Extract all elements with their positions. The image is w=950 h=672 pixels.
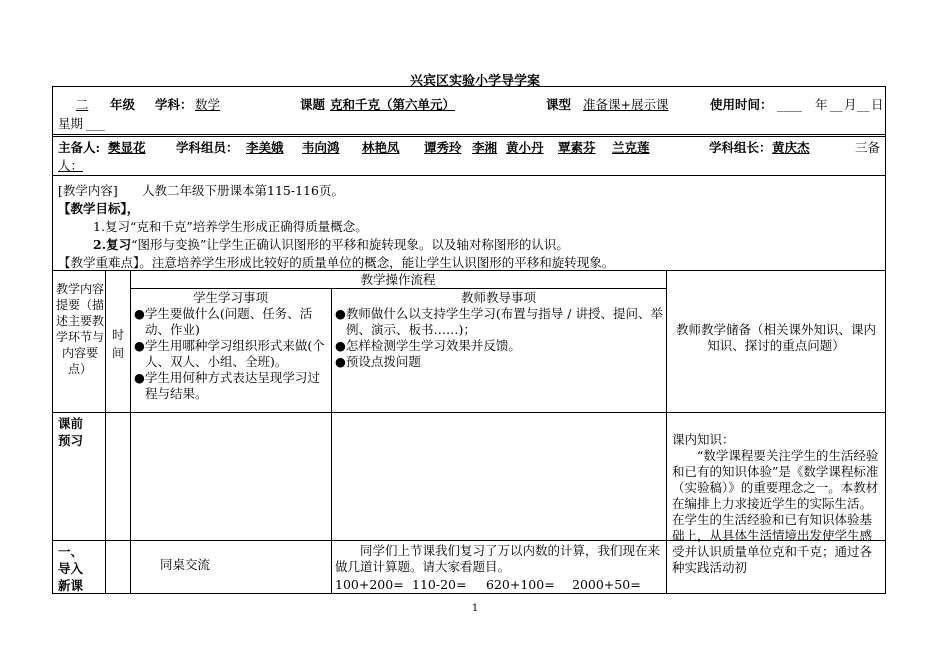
list-item: ●怎样检测学生学习效果并反馈。 (335, 338, 521, 353)
time-header: 时间 (111, 328, 124, 360)
calc-item: 2000+50= (572, 577, 641, 592)
member-name: 林艳凤 (362, 140, 400, 155)
member-name: 李湘 (472, 140, 498, 155)
type-value: 准备课+展示课 (583, 97, 669, 112)
divider (52, 270, 886, 271)
list-item: ●学生要做什么(问题、任务、活动、作业) (134, 306, 313, 337)
third-prep-label: 三备 (855, 140, 881, 155)
list-item: ●预设点拨问题 (335, 354, 421, 369)
content-label: [教学内容] (58, 183, 118, 198)
member-name: 谭秀玲 (424, 140, 462, 155)
goal-1: 1.复习“克和千克”培养学生形成正确得质量概念。 (93, 219, 368, 234)
content-summary-header: 教学内容提要（描述主要教学环节与内容要点） (56, 282, 105, 376)
page-number: 1 (471, 603, 479, 614)
intro-label: 一、 导入新课 (58, 544, 84, 593)
third-prep-label-cont: 人： (58, 158, 84, 173)
col-divider (666, 270, 667, 594)
key-points: 【教学重难点】。注意培养学生形成比较好的质量单位的概念，能让学生认识图形的平移和旋转现象。 (58, 255, 615, 270)
goals-label: 【教学目标】， (58, 201, 140, 216)
list-item: ●学生用哪种学习组织形式来做(个人、双人、小组、全班)。 (134, 338, 325, 369)
leader-label: 学科组长： (709, 140, 772, 155)
grade-value: 二 (75, 97, 89, 112)
col-divider (130, 270, 131, 594)
document-title: 兴宾区实验小学导学案 (409, 74, 540, 89)
calc-item: 620+100= (486, 577, 555, 592)
year-label: 年 (815, 97, 828, 112)
calc-item: 100+200= (335, 577, 404, 592)
list-item: ●学生用何种方式表达呈现学习过程与结果。 (134, 370, 320, 401)
leader-value: 黄庆杰 (772, 140, 810, 155)
member-name: 黄小丹 (506, 140, 544, 155)
intro-student-activity: 同桌交流 (160, 557, 211, 572)
topic-label: 课题 (300, 97, 326, 112)
header-divider (52, 134, 886, 137)
topic-value: 克和千克（第六单元） (330, 97, 456, 112)
intro-teacher-text: 同学们上节课我们复习了万以内数的计算，我们现在来做几道计算题。请大家看题目。 (335, 543, 661, 574)
grade-label: 年级 (110, 97, 136, 112)
preparer-label: 主备人: (58, 140, 101, 155)
reserve-note-title: 课内知识： (672, 432, 735, 447)
month-label: 月 (844, 97, 857, 112)
content-text: 人教二年级下册课本第115-116页。 (142, 183, 344, 198)
subject-value: 数学 (195, 97, 221, 112)
weekday-label: 星期 (58, 116, 84, 131)
goal-2: 2.复习“图形与变换”让学生正确认识图形的平移和旋转现象。以及轴对称图形的认识。 (93, 237, 569, 252)
subject-label: 学科： (155, 97, 193, 112)
student-items (134, 306, 328, 402)
teacher-items (335, 306, 663, 370)
calc-item: 110-20= (412, 577, 467, 592)
type-label: 课型 (546, 97, 572, 112)
members-label: 学科组员： (176, 140, 239, 155)
member-name: 兰克莲 (612, 140, 650, 155)
time-label: 使用时间： (710, 97, 773, 112)
col-divider (331, 288, 332, 594)
member-name: 韦向鸿 (302, 140, 340, 155)
preparer-value: 樊显花 (108, 140, 146, 155)
divider (52, 175, 886, 176)
divider (52, 412, 886, 413)
col-divider (105, 270, 106, 594)
member-name: 李美娥 (246, 140, 284, 155)
day-label: 日 (871, 97, 884, 112)
divider (130, 288, 666, 289)
preview-label: 课前预习 (58, 416, 84, 448)
member-name: 覃素芬 (558, 140, 596, 155)
student-header: 学生学习事项 (192, 290, 268, 305)
teacher-header: 教师教导事项 (460, 290, 536, 305)
flow-header: 教学操作流程 (360, 272, 436, 287)
list-item: ●教师做什么以支持学生学习(布置与指导 / 讲授、提问、举例、演示、板书……)； (335, 306, 663, 337)
reserve-note: “数学课程要关注学生的生活经验和已有的知识体验”是《数学课程标准（实验稿）》的重要理念之一。本教材在编排上力求接近学生的实际生活。在学生的生活经验和已有知识体验基础上，从具体生活情境出发使学生感受并认识质量单位克和千克；通过各种实践活动初 (672, 448, 879, 575)
reserve-header: 教师教学储备（相关课外知识、课内知识、探讨的重点问题） (675, 322, 876, 353)
